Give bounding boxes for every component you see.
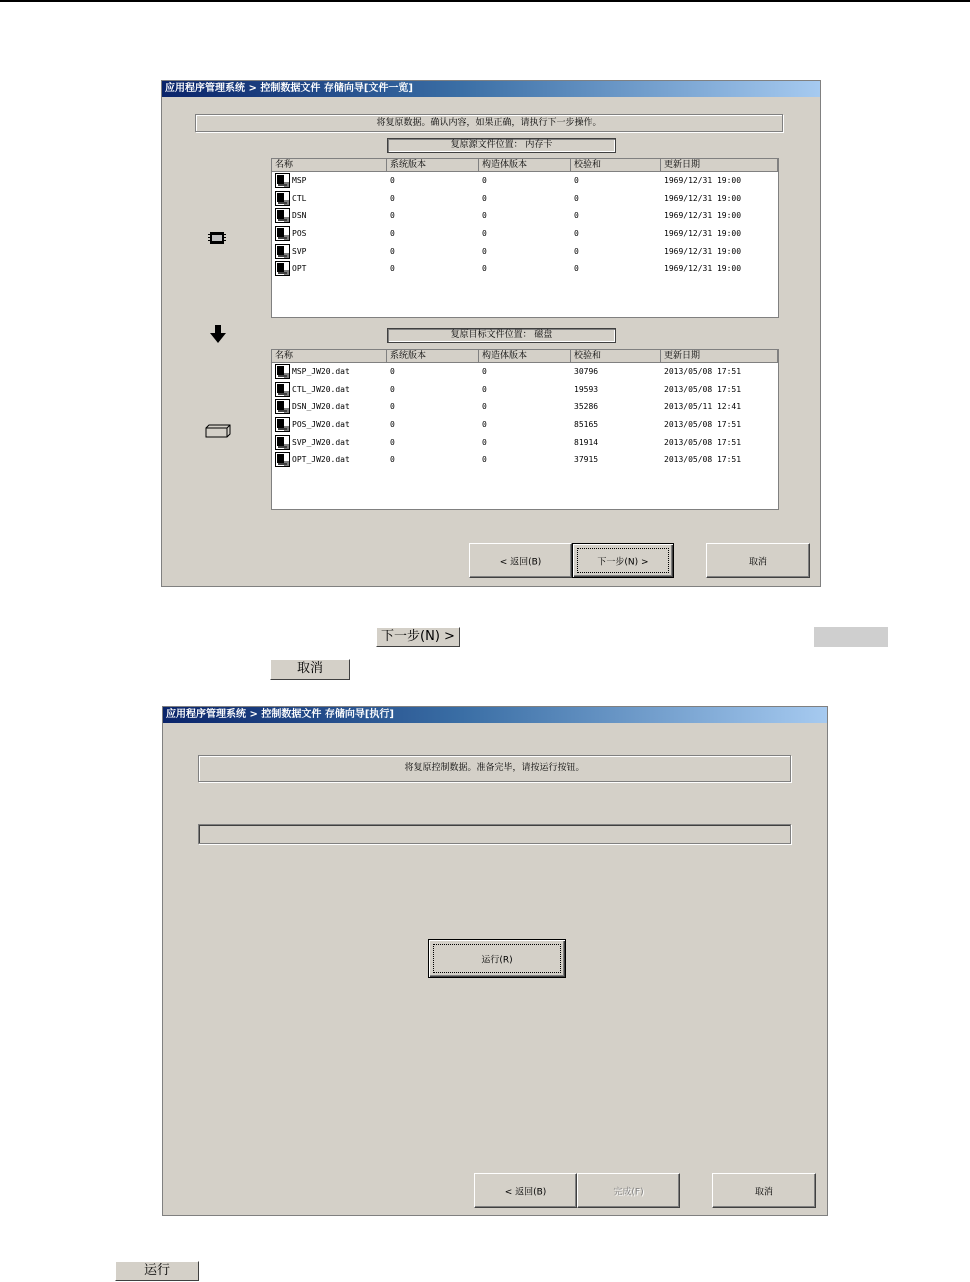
- system-version-cell: 0: [390, 455, 395, 465]
- structure-version-cell: 0: [482, 264, 487, 274]
- file-name-cell: [272, 452, 387, 467]
- updated-date-cell: 2013/05/08 17:51: [664, 367, 742, 377]
- target-location-text: 复原目标文件位置： 磁盘: [450, 330, 553, 340]
- file-icon: [275, 261, 290, 276]
- file-name-cell: [272, 399, 387, 414]
- structure-version-cell: 0: [482, 402, 487, 412]
- file-name: POS_JW20.dat: [292, 420, 350, 430]
- arrow-down-icon: [210, 325, 226, 343]
- column-header-checksum[interactable]: 校验和: [571, 159, 661, 171]
- source-rows: [272, 172, 778, 278]
- window-title: 应用程序管理系统 > 控制数据文件 存储向导[执行]: [163, 707, 827, 723]
- column-header-updated[interactable]: 更新日期: [661, 159, 778, 171]
- structure-version-cell: 0: [482, 229, 487, 239]
- updated-date-cell: 1969/12/31 19:00: [664, 193, 742, 203]
- inline-next-button-image: 下一步(N) >: [376, 627, 460, 647]
- checksum-cell: 19593: [574, 384, 599, 394]
- file-name: DSN: [292, 211, 307, 221]
- list-item[interactable]: [272, 225, 778, 243]
- file-icon: [275, 382, 290, 397]
- wizard-execute-window: [162, 706, 828, 1216]
- cancel-button-label: 取消: [748, 557, 767, 567]
- file-name: OPT: [292, 264, 307, 274]
- list-item[interactable]: [272, 172, 778, 190]
- structure-version-cell: 0: [482, 420, 487, 430]
- list-item[interactable]: [272, 381, 778, 399]
- source-location-text: 复原源文件位置： 内存卡: [450, 140, 553, 150]
- checksum-cell: 37915: [574, 455, 599, 465]
- file-icon: [275, 226, 290, 241]
- file-name: CTL_JW20.dat: [292, 384, 350, 394]
- file-icon: [275, 244, 290, 259]
- column-header-name[interactable]: 名称: [272, 159, 387, 171]
- checksum-cell: 30796: [574, 367, 599, 377]
- cancel-button[interactable]: [706, 543, 810, 578]
- checksum-cell: 85165: [574, 420, 599, 430]
- list-item[interactable]: [272, 190, 778, 208]
- file-name: CTL: [292, 193, 307, 203]
- system-version-cell: 0: [390, 211, 395, 221]
- file-name-cell: [272, 208, 387, 223]
- list-item[interactable]: [272, 363, 778, 381]
- updated-date-cell: 2013/05/08 17:51: [664, 384, 742, 394]
- message-text: 将复原数据。确认内容，如果正确，请执行下一步操作。: [376, 118, 602, 128]
- finish-button-label: 完成(F): [613, 1187, 644, 1197]
- updated-date-cell: 2013/05/08 17:51: [664, 437, 742, 447]
- back-button-label: < 返回(B): [499, 557, 542, 567]
- progress-bar: [198, 824, 791, 844]
- cancel-button[interactable]: [712, 1173, 816, 1208]
- file-icon: [275, 173, 290, 188]
- file-icon: [275, 191, 290, 206]
- column-header-structure-version[interactable]: 构造体版本: [479, 350, 571, 362]
- file-name: SVP_JW20.dat: [292, 437, 350, 447]
- structure-version-cell: 0: [482, 176, 487, 186]
- checksum-cell: 35286: [574, 402, 599, 412]
- updated-date-cell: 1969/12/31 19:00: [664, 176, 742, 186]
- column-header-name[interactable]: 名称: [272, 350, 387, 362]
- updated-date-cell: 1969/12/31 19:00: [664, 211, 742, 221]
- file-icon: [275, 208, 290, 223]
- file-name-cell: [272, 226, 387, 241]
- checksum-cell: 0: [574, 193, 579, 203]
- message-box: [195, 114, 783, 132]
- run-button[interactable]: [428, 939, 566, 978]
- checksum-cell: 0: [574, 246, 579, 256]
- target-rows: [272, 363, 778, 469]
- system-version-cell: 0: [390, 367, 395, 377]
- file-name-cell: [272, 191, 387, 206]
- file-icon: [275, 417, 290, 432]
- finish-button[interactable]: [577, 1173, 680, 1208]
- next-button[interactable]: [572, 543, 674, 578]
- structure-version-cell: 0: [482, 367, 487, 377]
- source-list-header: [272, 159, 778, 172]
- list-item[interactable]: [272, 260, 778, 278]
- cancel-button-label: 取消: [754, 1187, 773, 1197]
- file-name: MSP_JW20.dat: [292, 367, 350, 377]
- column-header-checksum[interactable]: 校验和: [571, 350, 661, 362]
- source-file-list[interactable]: [271, 158, 779, 318]
- updated-date-cell: 2013/05/08 17:51: [664, 420, 742, 430]
- file-name-cell: [272, 364, 387, 379]
- next-button-label: 下一步(N) >: [597, 557, 649, 567]
- structure-version-cell: 0: [482, 193, 487, 203]
- list-item[interactable]: [272, 242, 778, 260]
- checksum-cell: 0: [574, 229, 579, 239]
- back-button-label: < 返回(B): [504, 1187, 547, 1197]
- window-title: 应用程序管理系统 > 控制数据文件 存储向导[文件一览]: [162, 81, 820, 97]
- updated-date-cell: 2013/05/11 12:41: [664, 402, 742, 412]
- system-version-cell: 0: [390, 402, 395, 412]
- system-version-cell: 0: [390, 193, 395, 203]
- list-item[interactable]: [272, 398, 778, 416]
- wizard-file-list-window: [161, 80, 821, 587]
- target-file-list[interactable]: [271, 349, 779, 510]
- inline-gray-placeholder: [814, 627, 888, 647]
- target-location-box: [387, 328, 616, 343]
- file-name: DSN_JW20.dat: [292, 402, 350, 412]
- file-name-cell: [272, 382, 387, 397]
- file-name-cell: [272, 244, 387, 259]
- file-name-cell: [272, 261, 387, 276]
- system-version-cell: 0: [390, 246, 395, 256]
- updated-date-cell: 1969/12/31 19:00: [664, 246, 742, 256]
- system-version-cell: 0: [390, 176, 395, 186]
- checksum-cell: 0: [574, 264, 579, 274]
- structure-version-cell: 0: [482, 384, 487, 394]
- column-header-system-version[interactable]: 系统版本: [387, 159, 479, 171]
- list-item[interactable]: [272, 416, 778, 434]
- updated-date-cell: 1969/12/31 19:00: [664, 264, 742, 274]
- target-list-header: [272, 350, 778, 363]
- back-button[interactable]: [474, 1173, 577, 1208]
- column-header-system-version[interactable]: 系统版本: [387, 350, 479, 362]
- message-text: 将复原控制数据。准备完毕，请按运行按钮。: [404, 763, 585, 773]
- column-header-updated[interactable]: 更新日期: [661, 350, 778, 362]
- system-version-cell: 0: [390, 229, 395, 239]
- structure-version-cell: 0: [482, 246, 487, 256]
- file-icon: [275, 435, 290, 450]
- page-top-rule: [0, 0, 970, 2]
- file-name-cell: [272, 435, 387, 450]
- inline-run-button-image: 运行: [115, 1261, 199, 1281]
- file-icon: [275, 452, 290, 467]
- checksum-cell: 0: [574, 176, 579, 186]
- structure-version-cell: 0: [482, 211, 487, 221]
- file-name: POS: [292, 229, 307, 239]
- checksum-cell: 81914: [574, 437, 599, 447]
- disk-drive-icon: [205, 423, 231, 437]
- checksum-cell: 0: [574, 211, 579, 221]
- list-item[interactable]: [272, 451, 778, 469]
- list-item[interactable]: [272, 433, 778, 451]
- message-box: [198, 755, 791, 782]
- file-name: MSP: [292, 176, 307, 186]
- memory-card-icon: [208, 230, 226, 244]
- file-icon: [275, 399, 290, 414]
- structure-version-cell: 0: [482, 437, 487, 447]
- file-name-cell: [272, 417, 387, 432]
- structure-version-cell: 0: [482, 455, 487, 465]
- column-header-structure-version[interactable]: 构造体版本: [479, 159, 571, 171]
- system-version-cell: 0: [390, 264, 395, 274]
- system-version-cell: 0: [390, 420, 395, 430]
- list-item[interactable]: [272, 207, 778, 225]
- back-button[interactable]: [469, 543, 572, 578]
- file-icon: [275, 364, 290, 379]
- run-button-label: 运行(R): [481, 955, 513, 965]
- source-location-box: [387, 138, 616, 153]
- updated-date-cell: 2013/05/08 17:51: [664, 455, 742, 465]
- inline-cancel-button-image: 取消: [270, 659, 350, 680]
- system-version-cell: 0: [390, 437, 395, 447]
- updated-date-cell: 1969/12/31 19:00: [664, 229, 742, 239]
- file-name: SVP: [292, 246, 307, 256]
- system-version-cell: 0: [390, 384, 395, 394]
- file-name-cell: [272, 173, 387, 188]
- file-name: OPT_JW20.dat: [292, 455, 350, 465]
